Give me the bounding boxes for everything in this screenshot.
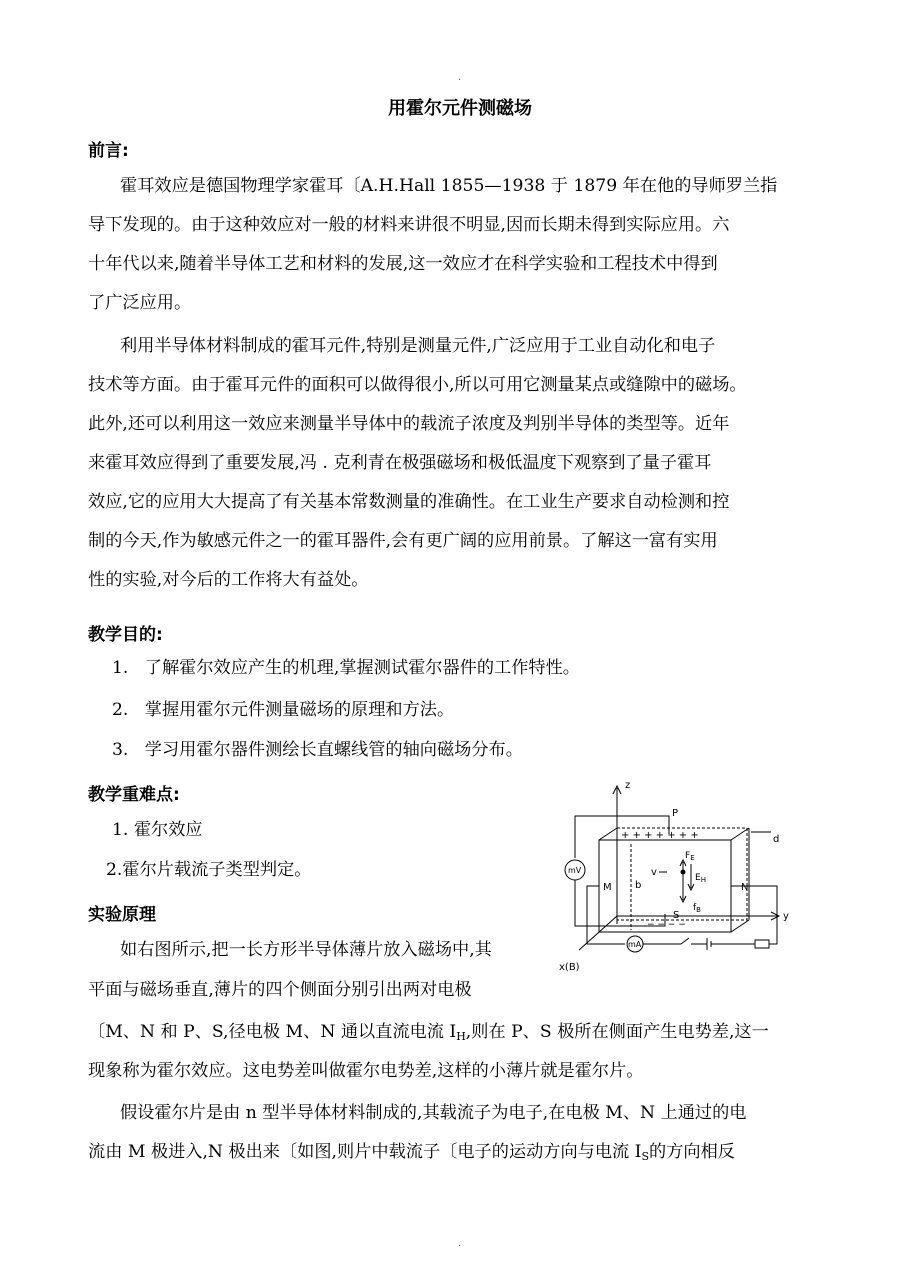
paragraph-line: 霍耳效应是德国物理学家霍耳〔A.H.Hall 1855—1938 于 1879 年在他的导师罗兰指 (120, 176, 778, 196)
n-label: N (741, 882, 749, 893)
page-title: 用霍尔元件测磁场 (388, 98, 532, 119)
positive-charges: + + + + + + + (621, 830, 699, 841)
voltmeter-label: mV (568, 866, 582, 875)
list-text: 了解霍尔效应产生的机理,掌握测试霍尔器件的工作特性。 (144, 658, 580, 678)
d-label: d (773, 834, 780, 845)
velocity-label: v (651, 867, 657, 878)
fb-label: $f_B$ (693, 903, 701, 914)
paragraph-line: 此外,还可以利用这一效应来测量半导体中的载流子浓度及判别半导体的类型等。近年 (88, 414, 730, 434)
z-label: z (625, 780, 631, 791)
slab-edge (599, 828, 617, 840)
paragraph-line: 十年代以来,随着半导体工艺和材料的发展,这一效应才在科学实验和工程技术中得到 (88, 254, 718, 274)
s-label: S (673, 910, 680, 921)
list-item: 2.霍尔片载流子类型判定。 (106, 860, 312, 880)
paragraph-line: 了广泛应用。 (88, 293, 192, 313)
list-number: 1. (112, 658, 129, 678)
list-item (112, 738, 523, 762)
rheostat (755, 940, 769, 948)
list-text: 掌握用霍尔元件测量磁场的原理和方法。 (144, 700, 455, 720)
paragraph-line: 流由 M 极进入,N 极出来〔如图,则片中载流子〔电子的运动方向与电流 $I_S$的方向相反 (88, 1142, 735, 1163)
paragraph-line: 〔M、N 和 P、S,径电极 M、N 通以直流电流 $I_H$,则在 P、S 极所在侧面产生电势差,这一 (88, 1022, 769, 1043)
x-label: x(B) (559, 962, 580, 973)
paragraph-line: 利用半导体材料制成的霍耳元件,特别是测量元件,广泛应用于工业自动化和电子 (120, 336, 716, 356)
paragraph-line: 导下发现的。由于这种效应对一般的材料来讲很不明显,因而长期未得到实际应用。六 (88, 215, 730, 235)
paragraph-line: 来霍耳效应得到了重要发展,冯 . 克利青在极强磁场和极低温度下观察到了量子霍耳 (88, 453, 712, 473)
paragraph-line: 制的今天,作为敏感元件之一的霍耳器件,会有更广阔的应用前景。了解这一富有实用 (88, 531, 718, 551)
list-text: 学习用霍尔器件测绘长直螺线管的轴向磁场分布。 (144, 740, 523, 760)
p-label: P (672, 808, 679, 819)
bottom-mark: . (458, 1238, 462, 1249)
principle-heading: 实验原理 (88, 905, 156, 925)
electron (681, 870, 686, 875)
eh-label: $E_H$ (695, 873, 706, 884)
ammeter-label: mA (628, 940, 642, 949)
switch (681, 938, 689, 944)
paragraph-line: 技术等方面。由于霍耳元件的面积可以做得很小,所以可用它测量某点或缝隙中的磁场。 (88, 375, 747, 395)
list-item (112, 656, 580, 680)
paragraph-line: 平面与磁场垂直,薄片的四个侧面分别引出两对电极 (88, 980, 472, 1000)
negative-charges: − − − − (647, 920, 686, 930)
b-label: b (635, 880, 642, 891)
paragraph-line: 效应,它的应用大大提高了有关基本常数测量的准确性。在工业生产要求自动检测和控 (88, 492, 730, 512)
slab-edge (731, 828, 749, 840)
list-number: 3. (112, 740, 129, 760)
y-label: y (783, 911, 789, 922)
list-item: 1. 霍尔效应 (112, 820, 203, 840)
m-label: M (603, 882, 612, 893)
wire-m (587, 886, 625, 944)
list-item (112, 698, 454, 722)
foreword-heading: 前言: (88, 141, 129, 161)
objectives-heading: 教学目的: (88, 625, 163, 645)
wire-loop (753, 886, 777, 944)
fe-label: $F_E$ (685, 851, 695, 862)
key-points-heading: 教学重难点: (88, 785, 180, 805)
hall-effect-diagram (555, 776, 795, 976)
top-mark: . (458, 72, 462, 83)
paragraph-line: 性的实验,对今后的工作将大有益处。 (88, 570, 369, 590)
list-number: 2. (112, 700, 129, 720)
slab-edge (731, 920, 749, 932)
x-axis (579, 916, 617, 950)
paragraph-line: 假设霍尔片是由 n 型半导体材料制成的,其载流子为电子,在电极 M、N 上通过的电 (120, 1103, 747, 1123)
paragraph-line: 现象称为霍尔效应。这电势差叫做霍尔电势差,这样的小薄片就是霍尔片。 (88, 1061, 644, 1081)
paragraph-line: 如右图所示,把一长方形半导体薄片放入磁场中,其 (120, 940, 492, 960)
